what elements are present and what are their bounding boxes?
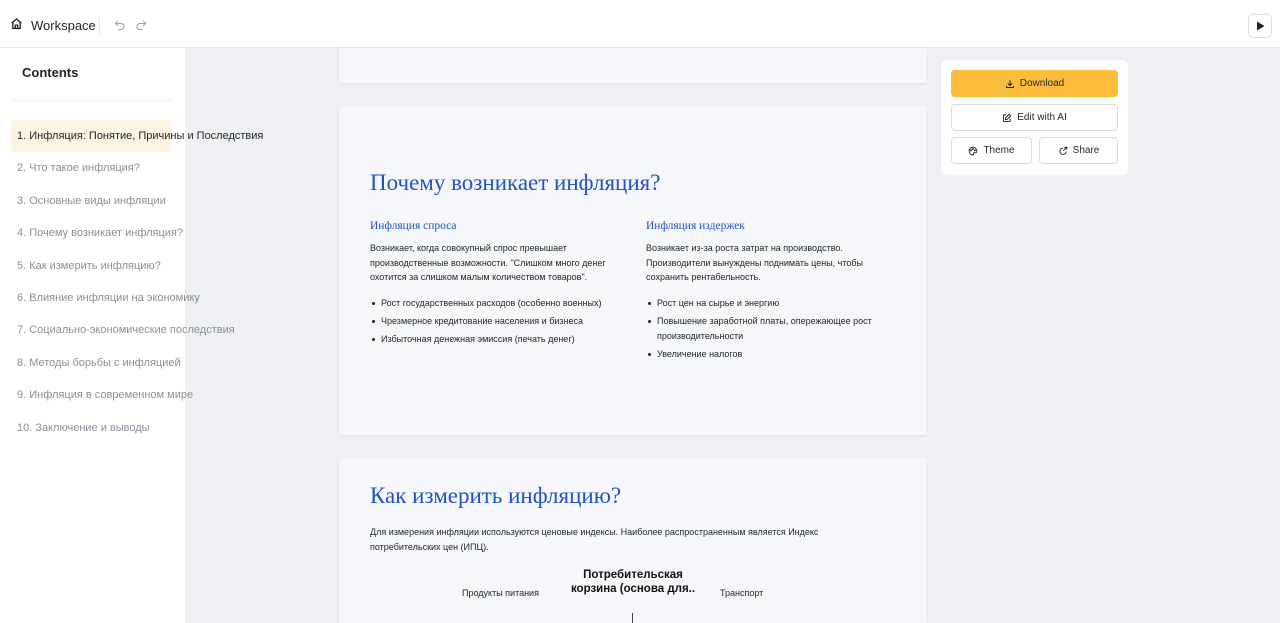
slide-title: Почему возникает инфляция? <box>370 170 661 195</box>
download-button[interactable] <box>951 70 1118 97</box>
workspace-link[interactable] <box>10 17 96 33</box>
toc-item[interactable]: 7. Социально-экономические последствия <box>17 324 235 337</box>
cost-column <box>646 220 898 365</box>
toc-item[interactable]: 4. Почему возникает инфляция? <box>17 227 184 240</box>
slide-previous[interactable] <box>339 48 927 83</box>
toc-item[interactable]: 3. Основные виды инфляции <box>17 194 166 207</box>
slide-measure-inflation[interactable] <box>339 458 927 623</box>
redo-icon[interactable] <box>135 19 147 31</box>
chart-axis-line <box>632 613 633 623</box>
download-icon <box>1005 79 1015 89</box>
toolbar-divider <box>99 17 100 35</box>
toc-item[interactable]: 1. Инфляция: Понятие, Причины и Последствия <box>11 120 171 152</box>
share-label: Share <box>1072 145 1100 156</box>
chart-title: Потребительская корзина (основа для.. <box>570 569 696 595</box>
undo-icon[interactable] <box>114 19 126 31</box>
list-item: Рост государственных расходов (особенно военных) <box>370 296 622 311</box>
column-heading: Инфляция издержек <box>646 220 745 232</box>
demand-column <box>370 220 622 350</box>
slide-title: Как измерить инфляцию? <box>370 483 622 508</box>
theme-label: Theme <box>983 145 1015 156</box>
actions-panel <box>941 60 1128 175</box>
table-of-contents <box>11 120 264 444</box>
sidebar-divider <box>12 100 171 101</box>
toc-item[interactable]: 9. Инфляция в современном мире <box>17 389 194 402</box>
workspace-label: Workspace <box>31 17 96 33</box>
top-bar <box>0 0 1280 48</box>
chart-category-label: Продукты питания <box>462 588 539 598</box>
home-icon <box>10 17 23 33</box>
list-item: Чрезмерное кредитование населения и бизнеса <box>370 314 622 329</box>
column-text: Возникает из-за роста затрат на производство. Производители вынуждены поднимать цены, чтобы сохранить рентабельность. <box>646 243 864 283</box>
list-item: Рост цен на сырье и энергию <box>646 296 898 311</box>
toc-item[interactable]: 10. Заключение и выводы <box>17 421 150 434</box>
theme-button[interactable] <box>951 137 1032 164</box>
toc-item[interactable]: 8. Методы борьбы с инфляцией <box>17 356 181 369</box>
toc-item[interactable]: 2. Что такое инфляция? <box>17 162 140 175</box>
sidebar <box>0 48 264 623</box>
edit-label: Edit with AI <box>1017 112 1067 123</box>
chart-category-label: Транспорт <box>720 588 764 598</box>
palette-icon <box>968 146 978 156</box>
contents-title: Contents <box>22 65 79 80</box>
toc-item[interactable]: 5. Как измерить инфляцию? <box>17 259 161 272</box>
share-button[interactable] <box>1039 137 1118 164</box>
toc-item[interactable]: 6. Влияние инфляции на экономику <box>17 291 200 304</box>
download-label: Download <box>1019 78 1065 89</box>
slide-inflation-causes[interactable] <box>339 106 927 435</box>
column-text: Возникает, когда совокупный спрос превышает производственные возможности. "Слишком много денег охотится за слишком малым количеством товаров". <box>370 243 606 283</box>
slide-text: Для измерения инфляции используются ценовые индексы. Наиболее распространенным является Индекс потребительских цен (ИПЦ). <box>370 527 819 552</box>
present-button[interactable] <box>1248 14 1272 38</box>
share-icon <box>1058 146 1068 156</box>
play-icon <box>1256 21 1265 31</box>
edit-with-ai-button[interactable] <box>951 104 1118 131</box>
edit-icon <box>1002 113 1012 123</box>
list-item: Повышение заработной платы, опережающее рост производительности <box>646 314 898 343</box>
list-item: Увеличение налогов <box>646 347 898 362</box>
bullet-list <box>646 296 898 362</box>
column-heading: Инфляция спроса <box>370 220 457 232</box>
list-item: Избыточная денежная эмиссия (печать денег) <box>370 332 622 347</box>
bullet-list <box>370 296 622 347</box>
